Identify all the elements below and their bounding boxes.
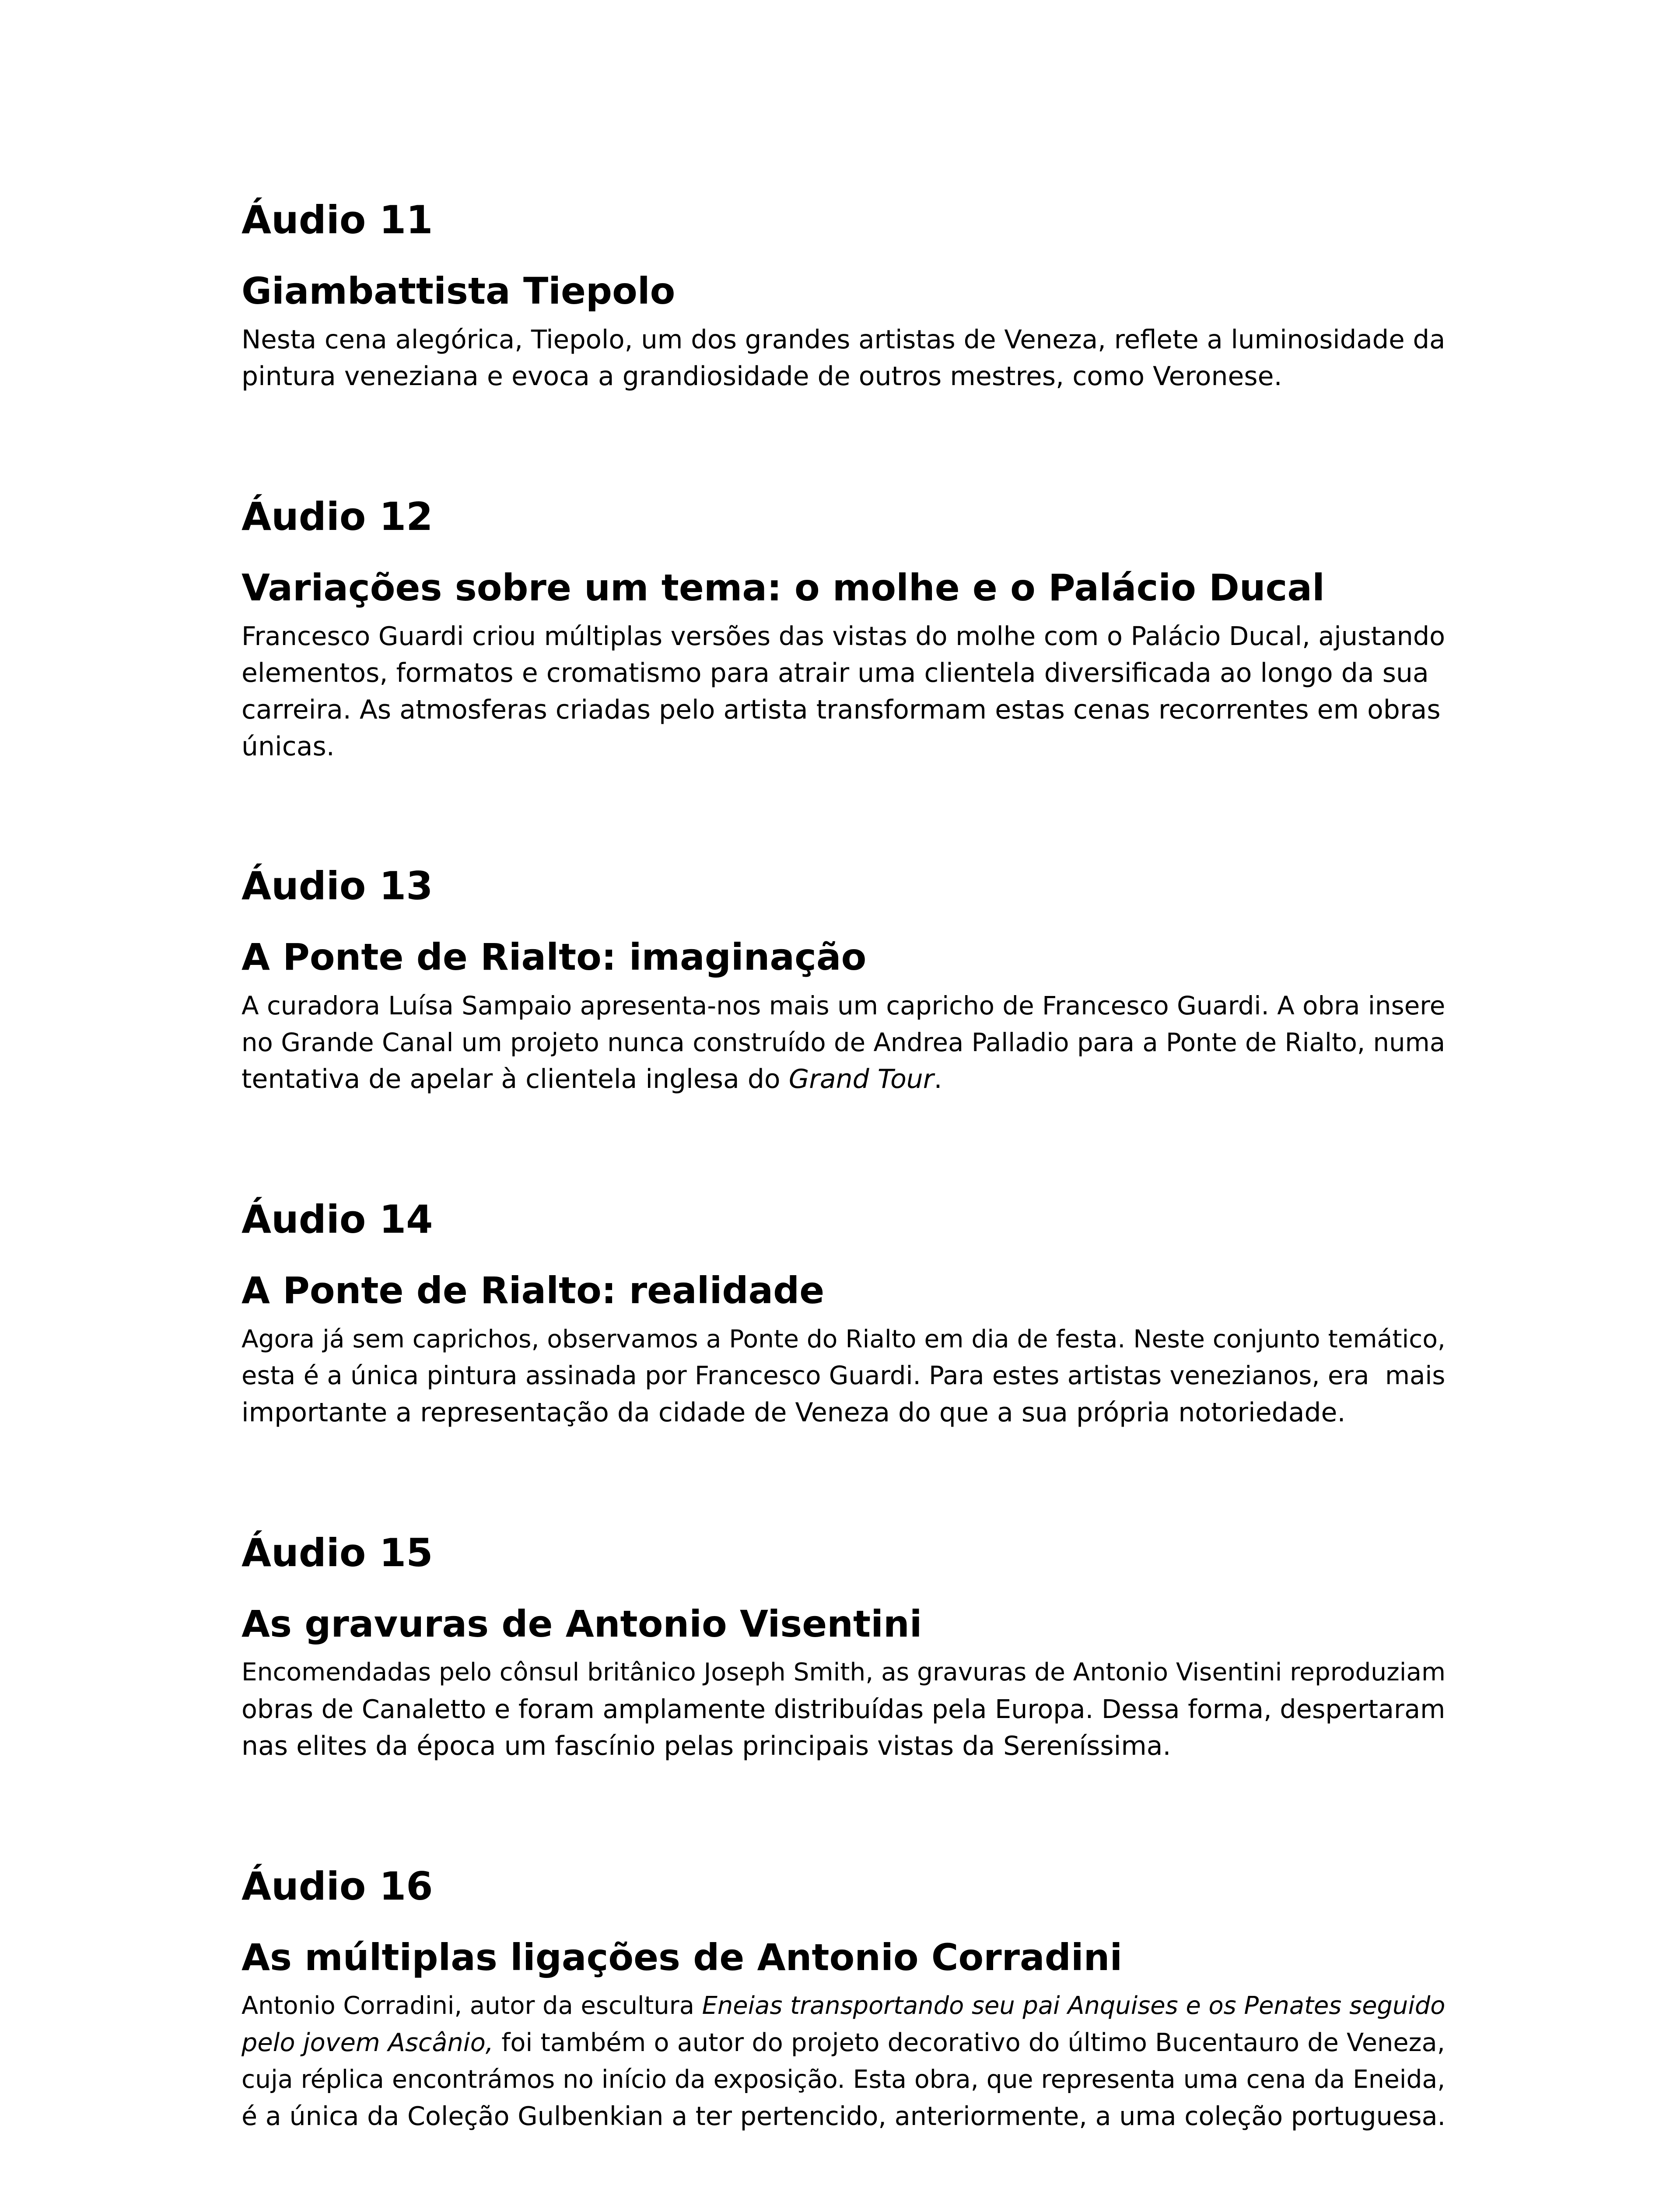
- section-description: [242, 1988, 1458, 2135]
- section-title: As múltiplas ligações de Antonio Corradini: [242, 1936, 1123, 1979]
- text-line: Agora já sem caprichos, observamos a Ponte do Rialto em dia de festa. Neste conjunto temático,: [242, 1325, 1446, 1353]
- audio-label: Áudio 11: [242, 197, 433, 242]
- italic-title: Eneias transportando seu pai Anquises e os Penates seguido: [702, 1992, 1446, 2020]
- audio-section-15: [242, 1529, 1458, 1764]
- text-line: tentativa de apelar à clientela inglesa do Grand Tour.: [242, 1064, 942, 1094]
- section-title: As gravuras de Antonio Visentini: [242, 1602, 922, 1645]
- text-line: importante a representação da cidade de Veneza do que a sua própria notoriedade.: [242, 1397, 1346, 1428]
- text-line: pintura veneziana e evoca a grandiosidade de outros mestres, como Veronese.: [242, 361, 1282, 392]
- audio-section-14: [242, 1196, 1458, 1431]
- audio-section-12: [242, 493, 1458, 765]
- section-description: [242, 1654, 1458, 1764]
- section-description: [242, 987, 1458, 1098]
- text-line: pelo jovem Ascânio, foi também o autor do projeto decorativo do último Bucentauro de Veneza,: [242, 2028, 1445, 2057]
- audio-section-11: [242, 196, 1458, 395]
- audio-section-16: [242, 1862, 1458, 2135]
- audio-label: Áudio 13: [242, 863, 433, 908]
- text-line: elementos, formatos e cromatismo para atrair uma clientela diversificada ao longo da sua: [242, 658, 1429, 688]
- text-line: carreira. As atmosferas criadas pelo artista transformam estas cenas recorrentes em obras: [242, 694, 1441, 725]
- text-line: cuja réplica encontrámos no início da exposição. Esta obra, que representa uma cena da Eneida,: [242, 2065, 1446, 2094]
- section-title: A Ponte de Rialto: realidade: [242, 1269, 825, 1312]
- text-line: é a única da Coleção Gulbenkian a ter pertencido, anteriormente, a uma coleção portuguesa.: [242, 2101, 1446, 2131]
- text-line: esta é a única pintura assinada por Francesco Guardi. Para estes artistas venezianos, era mais: [242, 1361, 1446, 1390]
- text-line: no Grande Canal um projeto nunca construído de Andrea Palladio para a Ponte de Rialto, numa: [242, 1027, 1446, 1057]
- italic-title: Grand Tour: [788, 1064, 934, 1094]
- text-line: nas elites da época um fascínio pelas principais vistas da Sereníssima.: [242, 1731, 1171, 1761]
- text-line: A curadora Luísa Sampaio apresenta-nos mais um capricho de Francesco Guardi. A obra insere: [242, 991, 1446, 1020]
- audio-label: Áudio 16: [242, 1864, 433, 1909]
- section-description: [242, 1321, 1458, 1431]
- section-title: A Ponte de Rialto: imaginação: [242, 936, 867, 978]
- text-line: obras de Canaletto e foram amplamente distribuídas pela Europa. Dessa forma, despertaram: [242, 1694, 1446, 1724]
- audio-label: Áudio 12: [242, 494, 433, 539]
- text-line: Encomendadas pelo cônsul britânico Joseph Smith, as gravuras de Antonio Visentini reproduziam: [242, 1658, 1446, 1687]
- text-line: únicas.: [242, 731, 335, 762]
- audio-label: Áudio 14: [242, 1197, 433, 1242]
- text-line: Francesco Guardi criou múltiplas versões das vistas do molhe com o Palácio Ducal, ajustando: [242, 621, 1446, 651]
- text-line: Nesta cena alegórica, Tiepolo, um dos grandes artistas de Veneza, reflete a luminosidade da: [242, 324, 1446, 354]
- italic-title: pelo jovem Ascânio,: [242, 2028, 494, 2057]
- section-description: [242, 321, 1458, 395]
- audio-section-13: [242, 862, 1458, 1098]
- section-title: Giambattista Tiepolo: [242, 270, 676, 312]
- section-description: [242, 618, 1458, 765]
- section-title: Variações sobre um tema: o molhe e o Palácio Ducal: [242, 566, 1325, 609]
- audio-label: Áudio 15: [242, 1530, 433, 1575]
- text-line: Antonio Corradini, autor da escultura Eneias transportando seu pai Anquises e os Penates seguido: [242, 1992, 1446, 2020]
